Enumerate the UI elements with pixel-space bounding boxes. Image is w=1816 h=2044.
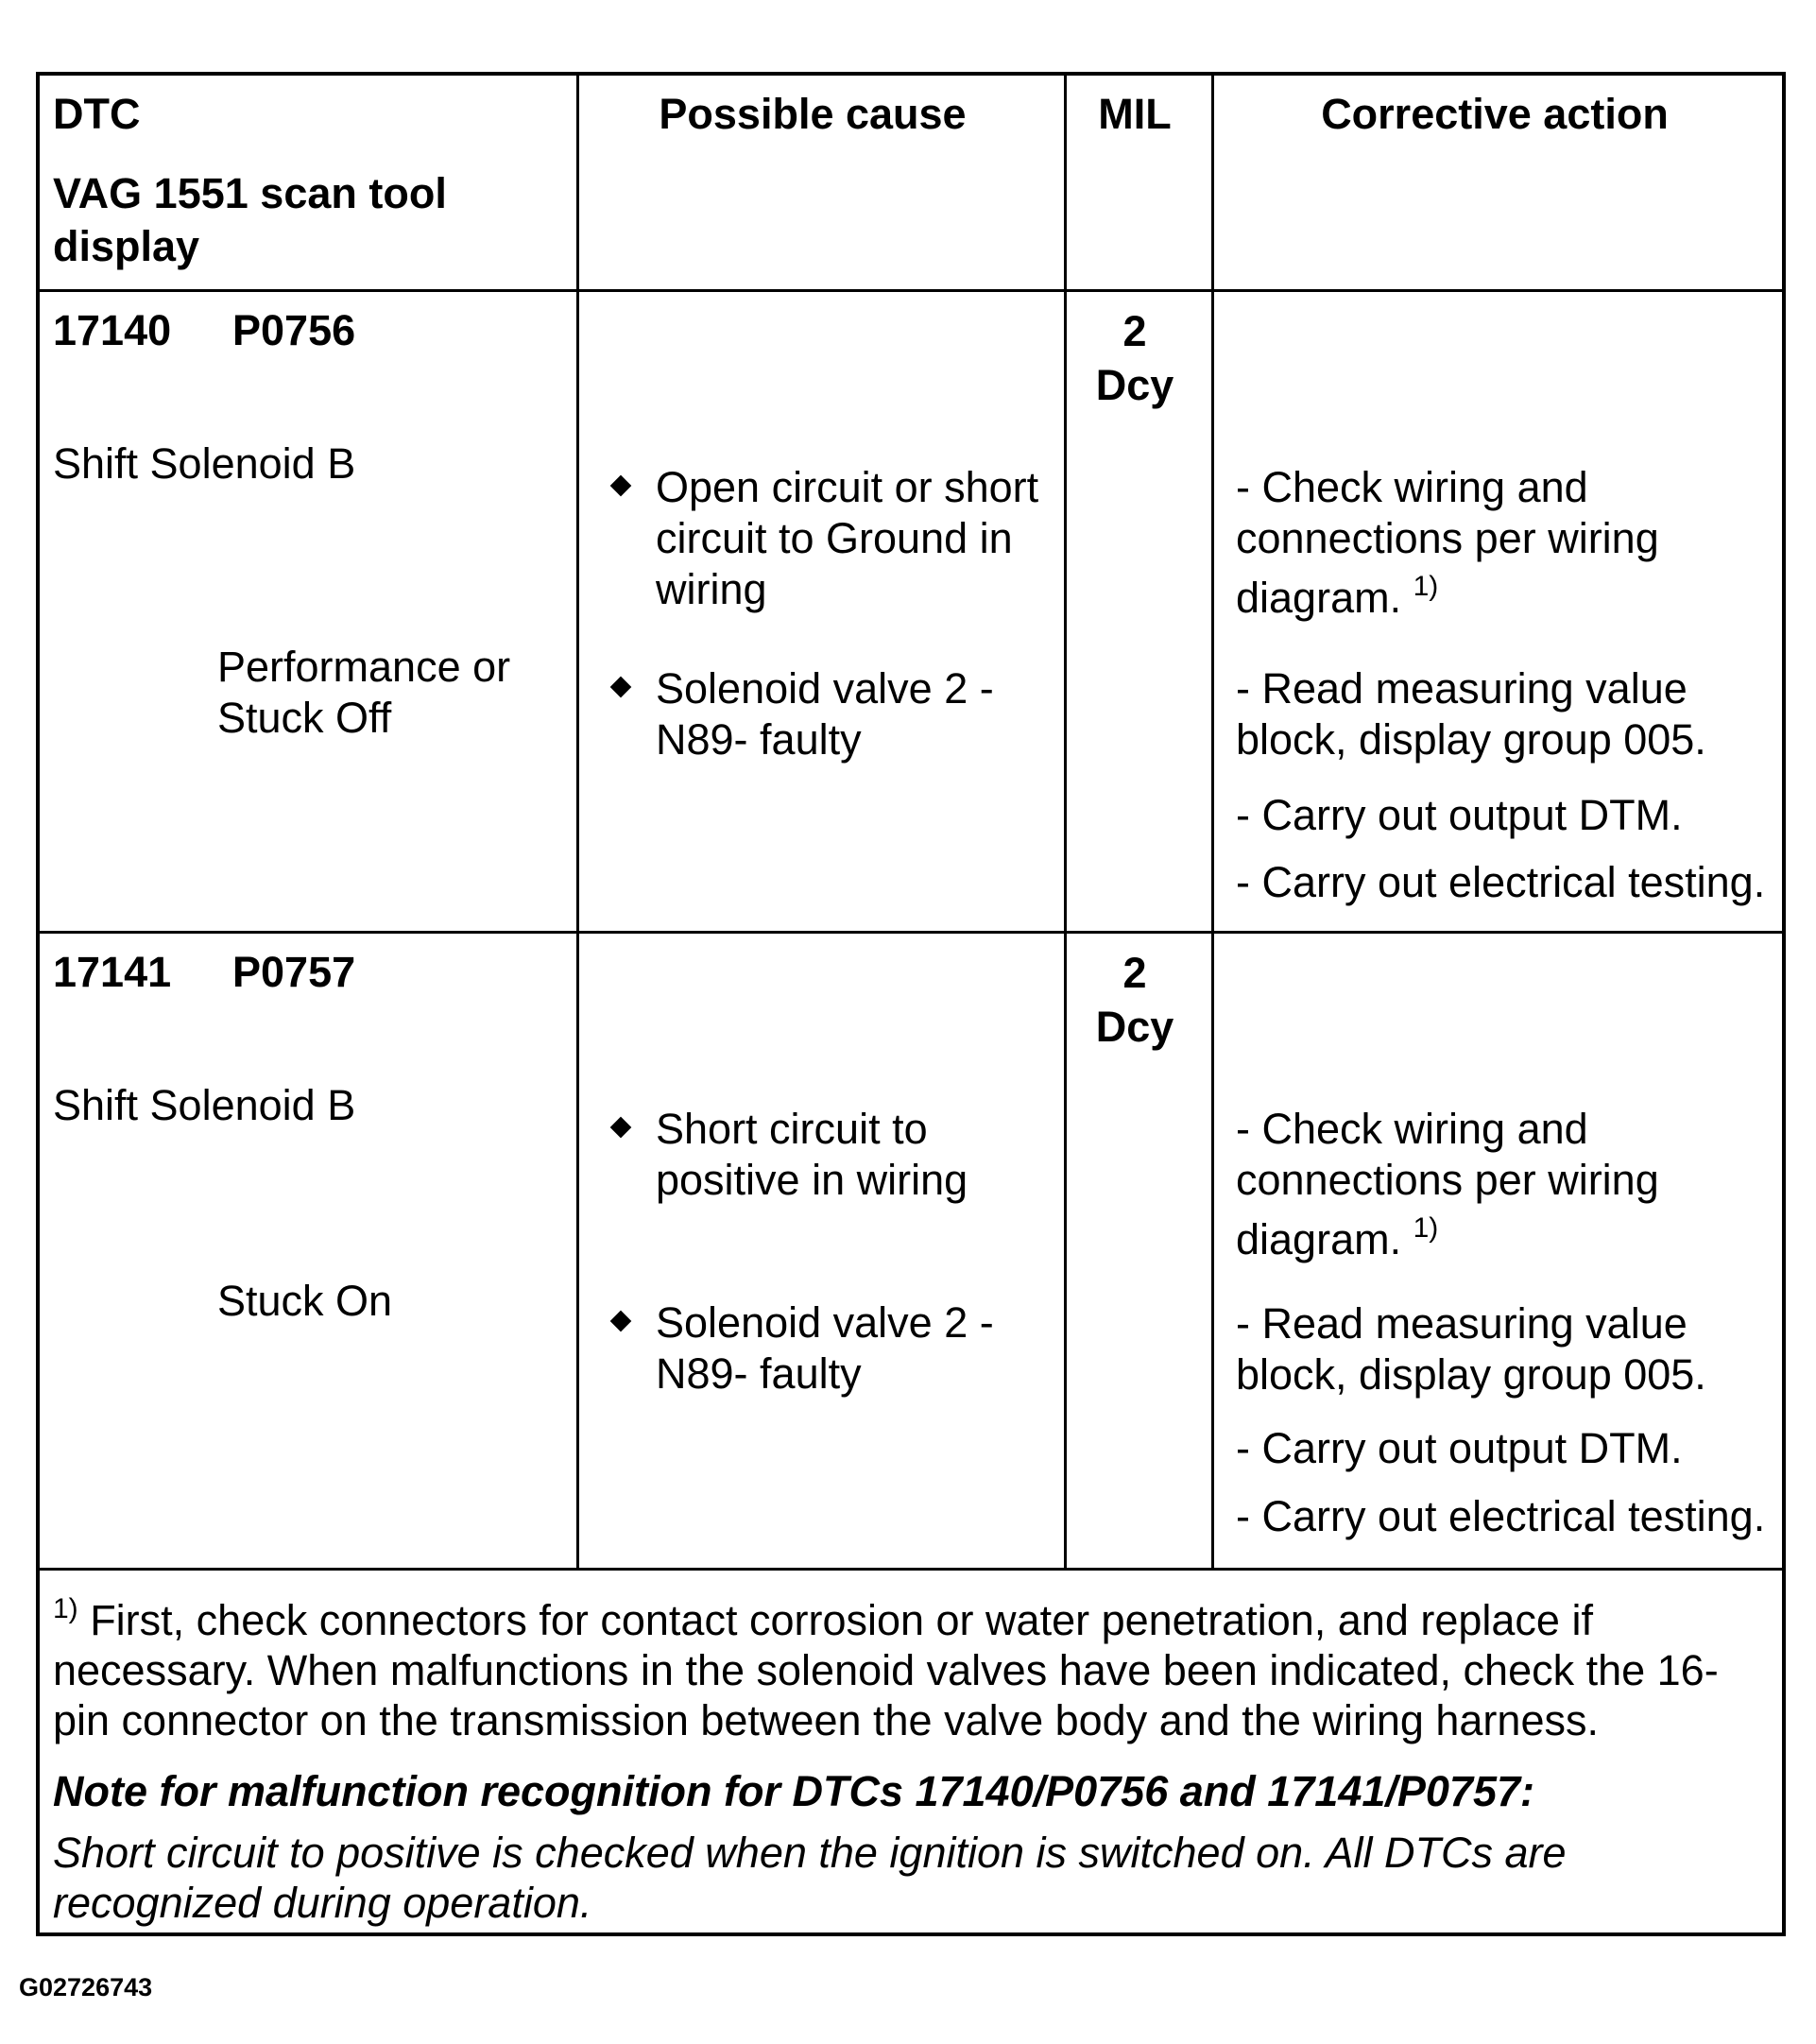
row2-action-2-line-1: - Read measuring value (1236, 1299, 1688, 1348)
header-dtc: DTC (53, 90, 141, 138)
row1-fault-condition-1: Performance or (217, 643, 511, 691)
row1-action-1-line-2: connections per wiring (1236, 514, 1659, 562)
row2-fault-condition-1: Stuck On (217, 1277, 393, 1325)
header-mil: MIL (1098, 90, 1172, 138)
row2-action-3: - Carry out output DTM. (1236, 1424, 1683, 1472)
header-dtc-sub-1: VAG 1551 scan tool (53, 169, 447, 217)
note-line-2: recognized during operation. (53, 1879, 592, 1927)
row1-action-3: - Carry out output DTM. (1236, 791, 1683, 839)
row2-action-2-line-2: block, display group 005. (1236, 1350, 1706, 1399)
row1-mil-unit: Dcy (1095, 361, 1174, 409)
row1-dtc-code: 17140 (53, 306, 172, 354)
header-corrective-action: Corrective action (1321, 90, 1669, 138)
header-divider (40, 289, 1782, 292)
row2-action-1-line-1: - Check wiring and (1236, 1105, 1588, 1153)
row1-action-2-line-1: - Read measuring value (1236, 664, 1688, 713)
row1-action-4: - Carry out electrical testing. (1236, 858, 1766, 906)
header-possible-cause: Possible cause (659, 90, 967, 138)
row1-mil-value: 2 (1122, 307, 1147, 355)
row1-cause-2-line-1: Solenoid valve 2 - (656, 664, 994, 713)
col-divider-1 (576, 76, 579, 1569)
row1-action-2-line-2: block, display group 005. (1236, 715, 1706, 764)
footnote-reference: 1) (1413, 571, 1439, 602)
row1-action-1-line-1: - Check wiring and (1236, 463, 1588, 511)
row1-action-1-text: diagram. (1236, 574, 1402, 622)
footnote-marker: 1) (53, 1593, 78, 1624)
row2-fault-name: Shift Solenoid B (53, 1081, 356, 1129)
note-title: Note for malfunction recognition for DTCs 17140/P0756 and 17141/P0757: (53, 1767, 1534, 1815)
row2-action-1-line-3 (1236, 1214, 1438, 1265)
row2-mil-value: 2 (1122, 949, 1147, 997)
row2-mil-unit: Dcy (1095, 1003, 1174, 1051)
row2-cause-1-line-1: Short circuit to (656, 1105, 928, 1153)
footnote-text: First, check connectors for contact corrosion or water penetration, and replace if (77, 1596, 1593, 1644)
footnote-line-1 (53, 1595, 1593, 1646)
col-divider-2 (1064, 76, 1067, 1569)
row-divider (40, 931, 1782, 934)
row1-cause-1-line-2: circuit to Ground in (656, 514, 1013, 562)
row1-cause-1-line-1: Open circuit or short (656, 463, 1039, 511)
col-divider-3 (1211, 76, 1214, 1569)
row2-cause-2-line-2: N89- faulty (656, 1349, 862, 1398)
note-line-1: Short circuit to positive is checked when the ignition is switched on. All DTCs are (53, 1829, 1567, 1877)
row1-action-1-line-3 (1236, 573, 1438, 624)
row2-p-code: P0757 (232, 948, 356, 996)
row2-action-4: - Carry out electrical testing. (1236, 1492, 1766, 1540)
row2-action-1-text: diagram. (1236, 1215, 1402, 1263)
row1-p-code: P0756 (232, 306, 356, 354)
footnote-line-2: necessary. When malfunctions in the solenoid valves have been indicated, check the 16- (53, 1646, 1719, 1694)
row1-fault-name: Shift Solenoid B (53, 439, 356, 488)
row2-cause-2-line-1: Solenoid valve 2 - (656, 1298, 994, 1347)
header-dtc-sub-2: display (53, 222, 200, 270)
footnote-reference: 1) (1413, 1212, 1439, 1244)
row1-fault-condition-2: Stuck Off (217, 694, 392, 742)
row2-action-1-line-2: connections per wiring (1236, 1156, 1659, 1204)
row2-cause-1-line-2: positive in wiring (656, 1156, 968, 1204)
figure-id: G02726743 (19, 1973, 153, 2001)
footer-divider (40, 1568, 1782, 1571)
row1-cause-1-line-3: wiring (656, 565, 767, 613)
row1-cause-2-line-2: N89- faulty (656, 715, 862, 764)
footnote-line-3: pin connector on the transmission between the valve body and the wiring harness. (53, 1696, 1599, 1744)
row2-dtc-code: 17141 (53, 948, 172, 996)
